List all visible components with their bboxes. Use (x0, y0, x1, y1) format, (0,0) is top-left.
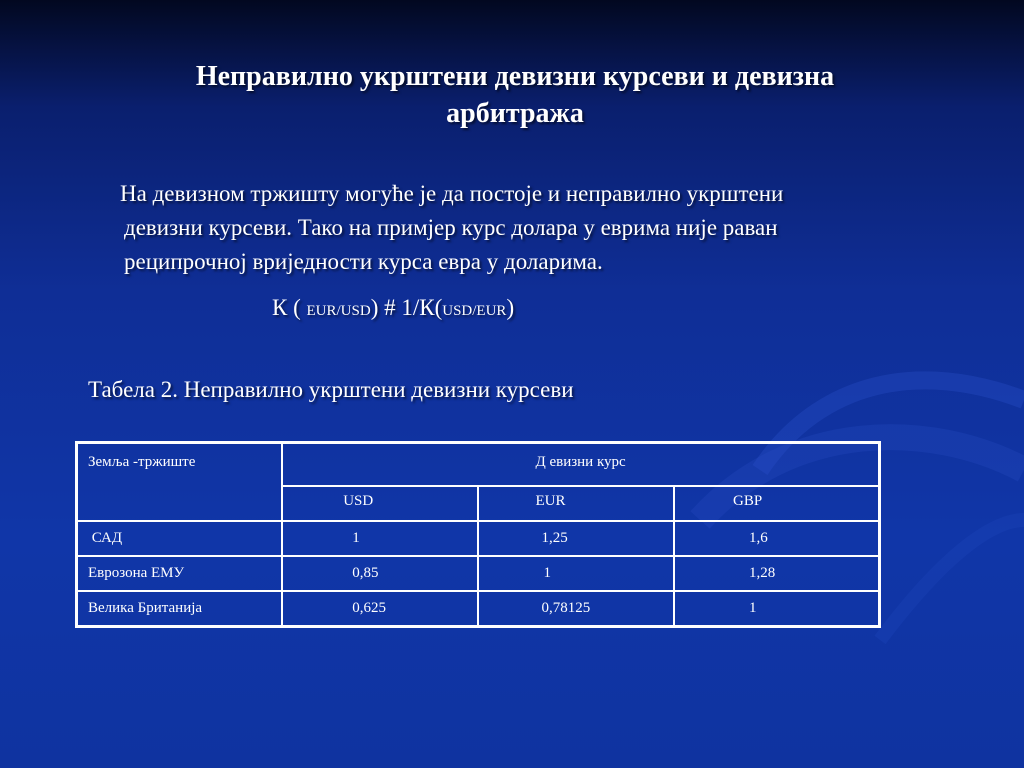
exchange-rate-table (75, 441, 881, 628)
rate-cell (478, 591, 674, 627)
currency-header-gbp (674, 486, 879, 521)
country-header: Земља -тржиште (88, 454, 196, 470)
currency-header-eur (478, 486, 674, 521)
country-cell (77, 521, 283, 556)
table-row (77, 521, 880, 556)
rate-value: 0,625 (352, 600, 386, 616)
table-caption: Табела 2. Неправилно укрштени девизни курсеви (88, 377, 574, 402)
body-line-3: реципрочној вриједности курса евра у доларима. (124, 249, 603, 274)
rate-value: 1,6 (749, 530, 768, 546)
rate-value: 0,78125 (541, 600, 591, 616)
formula-part-1: К ( (272, 295, 307, 320)
rate-header: Д евизни курс (535, 454, 626, 470)
rate-cell (282, 591, 478, 627)
country-cell (77, 591, 283, 627)
country-label: Еврозона ЕМУ (88, 565, 185, 581)
body-line-2: девизни курсеви. Тако на примјер курс долара у еврима није раван (124, 215, 778, 240)
formula-part-3: ) (506, 295, 515, 320)
table-row (77, 556, 880, 591)
rate-cell (478, 556, 674, 591)
rate-cell (282, 521, 478, 556)
title-line-2: арбитража (446, 98, 584, 129)
country-cell (77, 556, 283, 591)
formula (272, 293, 514, 326)
rate-cell (282, 556, 478, 591)
rate-header-cell (282, 443, 879, 487)
body-line-1: На девизном тржишту могуће је да постоје и неправилно укрштени (120, 181, 784, 206)
currency-header-usd (282, 486, 478, 521)
country-label: САД (88, 530, 123, 546)
rate-value: 1 (543, 565, 551, 581)
country-label: Велика Британија (88, 600, 203, 616)
table-row (77, 591, 880, 627)
rate-value: 1,25 (541, 530, 568, 546)
body-paragraph (120, 177, 924, 279)
country-header-cell (77, 443, 283, 522)
rate-cell (674, 521, 879, 556)
formula-subscript-2: USD/EUR (442, 303, 507, 319)
title-line-1: Неправилно укрштени девизни курсеви и девизна (195, 61, 835, 92)
rate-value: 0,85 (352, 565, 379, 581)
table-header-row (77, 443, 880, 487)
currency-label: EUR (535, 493, 566, 509)
slide-title (100, 58, 930, 132)
currency-label: GBP (733, 493, 763, 509)
formula-part-2: ) # 1/К( (370, 295, 443, 320)
rate-value: 1,28 (749, 565, 776, 581)
rate-cell (478, 521, 674, 556)
rate-cell (674, 591, 879, 627)
currency-label: USD (343, 493, 374, 509)
formula-subscript-1: EUR/USD (306, 303, 371, 319)
rate-cell (674, 556, 879, 591)
rate-value: 1 (352, 530, 360, 546)
rate-value: 1 (749, 600, 757, 616)
